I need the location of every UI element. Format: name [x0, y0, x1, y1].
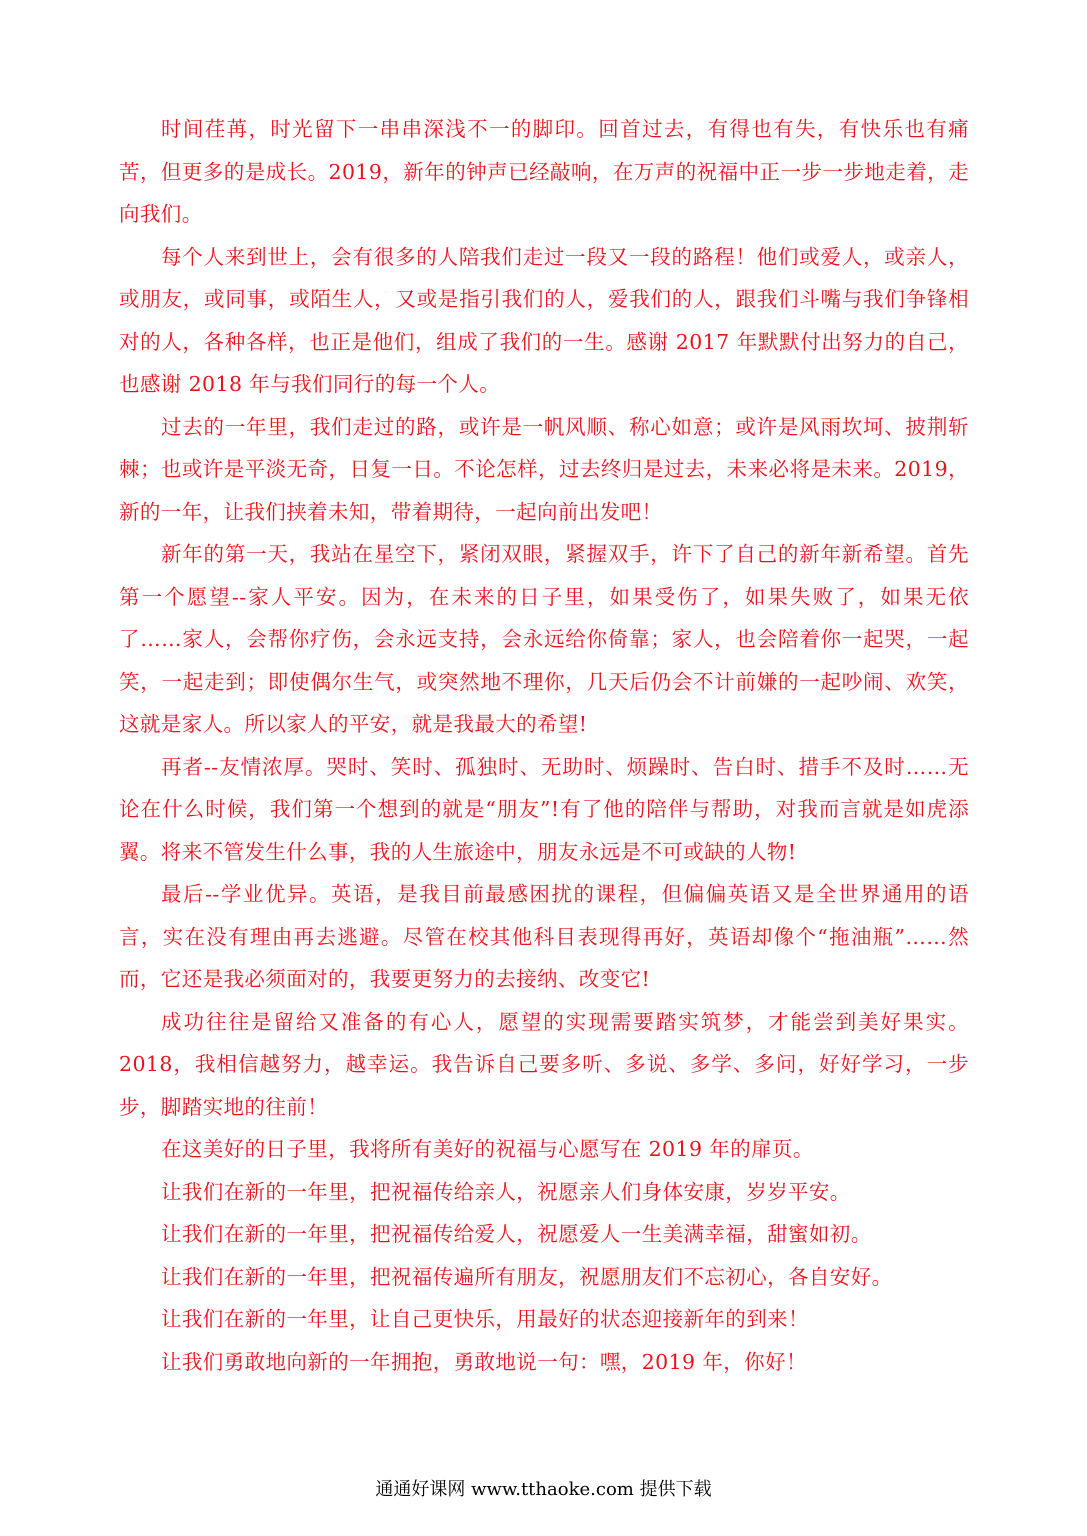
paragraph-13: 让我们勇敢地向新的一年拥抱，勇敢地说一句：嘿，2019 年，你好！	[161, 1349, 807, 1374]
paragraph-2: 每个人来到世上，会有很多的人陪我们走过一段又一段的路程！他们或爱人，或亲人，或朋友，或同事，或陌生人，又或是指引我们的人，爱我们的人，跟我们斗嘴与我们争锋相对的人，各种各样，也正是他们，组成了我们的一生。感谢 2017 年默默付出努力的自己，也感谢 2018 年与我们同行的每一个人。	[119, 244, 969, 396]
paragraph-11: 让我们在新的一年里，把祝福传遍所有朋友，祝愿朋友们不忘初心，各自安好。	[161, 1264, 893, 1289]
paragraph-4: 新年的第一天，我站在星空下，紧闭双眼，紧握双手，许下了自己的新年新希望。首先第一个愿望--家人平安。因为，在未来的日子里，如果受伤了，如果失败了，如果无依了……家人，会帮你疗伤，会永远支持，会永远给你倚靠；家人，也会陪着你一起哭，一起笑，一起走到；即使偶尔生气，或突然地不理你，几天后仍会不计前嫌的一起吵闹、欢笑，这就是家人。所以家人的平安，就是我最大的希望!	[119, 542, 969, 736]
paragraph-12: 让我们在新的一年里，让自己更快乐，用最好的状态迎接新年的到来！	[161, 1307, 809, 1331]
paragraph-6: 最后--学业优异。英语，是我目前最感困扰的课程，但偏偏英语又是全世界通用的语言，实在没有理由再去逃避。尽管在校其他科目表现得再好，英语却像个“拖油瓶”……然而，它还是我必须面对的，我要更努力的去接纳、改变它!	[119, 882, 969, 991]
paragraph-9: 让我们在新的一年里，把祝福传给亲人，祝愿亲人们身体安康，岁岁平安。	[161, 1179, 851, 1204]
paragraph-10: 让我们在新的一年里，把祝福传给爱人，祝愿爱人一生美满幸福，甜蜜如初。	[161, 1222, 872, 1246]
paragraph-3: 过去的一年里，我们走过的路，或许是一帆风顺、称心如意；或许是风雨坎坷、披荆斩棘；也或许是平淡无奇，日复一日。不论怎样，过去终归是过去，未来必将是未来。2019，新的一年，让我们挟着未知，带着期待，一起向前出发吧！	[119, 414, 969, 524]
paragraph-5: 再者--友情浓厚。哭时、笑时、孤独时、无助时、烦躁时、告白时、措手不及时……无论在什么时候，我们第一个想到的就是“朋友”!有了他的陪伴与帮助，对我而言就是如虎添翼。将来不管发生什么事，我的人生旅途中，朋友永远是不可或缺的人物!	[119, 754, 969, 864]
paragraph-1: 时间荏苒，时光留下一串串深浅不一的脚印。回首过去，有得也有失，有快乐也有痛苦，但更多的是成长。2019，新年的钟声已经敲响，在万声的祝福中正一步一步地走着，走向我们。	[119, 117, 969, 226]
paragraph-7: 成功往往是留给又准备的有心人，愿望的实现需要踏实筑梦，才能尝到美好果实。2018，我相信越努力，越幸运。我告诉自己要多听、多说、多学、多问，好好学习，一步步，脚踏实地的往前！	[119, 1009, 969, 1119]
document-body	[119, 108, 969, 1383]
paragraph-8: 在这美好的日子里，我将所有美好的祝福与心愿写在 2019 年的扉页。	[161, 1137, 814, 1161]
page-footer: 通通好课网 www.tthaoke.com 提供下载	[375, 1479, 712, 1500]
